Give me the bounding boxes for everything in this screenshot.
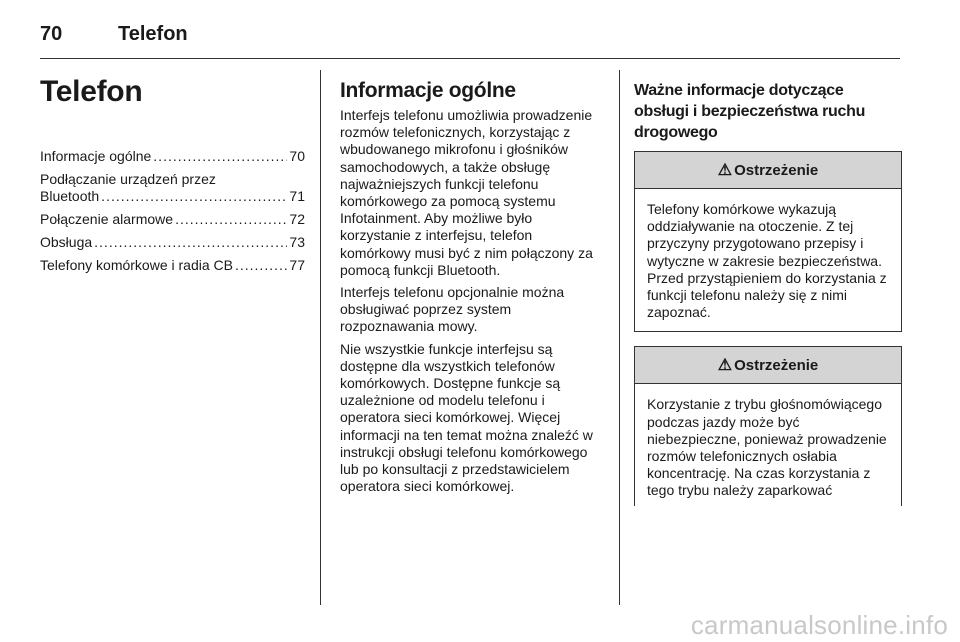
toc-leader-dots — [235, 257, 287, 274]
warning-header — [635, 347, 901, 384]
watermark: carmanualsonline.info — [690, 610, 948, 640]
toc-entry-label: Bluetooth — [40, 188, 100, 204]
chapter-title: Telefon — [40, 75, 143, 108]
warning-heading: Ostrzeżenie — [734, 356, 819, 374]
section-title: Informacje ogólne — [340, 79, 516, 102]
toc-entry-label: Obsługa — [40, 234, 93, 250]
toc-leader-dots — [101, 188, 287, 205]
toc-leader-dots — [175, 211, 287, 228]
toc-entry[interactable] — [40, 148, 305, 165]
warning-triangle-icon: ⚠ — [717, 357, 733, 375]
toc-entry-page: 72 — [289, 211, 305, 227]
toc-entry[interactable] — [40, 257, 305, 274]
toc-entry-page: 73 — [289, 234, 305, 250]
running-title: Telefon — [118, 22, 188, 45]
toc-entry-label: Informacje ogólne — [40, 148, 152, 164]
toc-entry[interactable] — [40, 171, 305, 205]
toc-entry-label: Telefony komórkowe i radia CB — [40, 257, 233, 273]
toc-entry-label: Podłączanie urządzeń przez — [40, 171, 216, 187]
toc-entry-page: 71 — [289, 188, 305, 204]
page-number: 70 — [40, 22, 63, 45]
warning-heading: Ostrzeżenie — [734, 161, 819, 179]
general-info-column — [340, 70, 605, 500]
body-paragraph: Interfejs telefonu umożliwia prowadzenie rozmów telefonicznych, korzystając z wbudowanego mikrofonu i głośników samochodowych, a także obsługę najważniejszych funkcji telefonu komórkowego za pomocą systemu Infotainment. Aby możliwe było korzystanie z interfejsu, telefon komórkowy musi być z nim połączony za pomocą funkcji Bluetooth. — [340, 107, 593, 278]
toc-entry-page: 77 — [289, 257, 305, 273]
safety-column — [634, 70, 902, 520]
body-paragraph: Interfejs telefonu opcjonalnie można obsługiwać poprzez system rozpoznawania mowy. — [340, 284, 565, 335]
warning-text: Korzystanie z trybu głośnomówiącego podczas jazdy może być niebezpieczne, ponieważ prowadzenie rozmów telefonicznych osłabia koncentrację. Na czas korzystania z tego trybu należy zaparkować — [634, 384, 902, 505]
warning-triangle-icon: ⚠ — [717, 162, 733, 179]
warning-header — [635, 152, 901, 189]
toc-entry-label: Połączenie alarmowe — [40, 211, 174, 227]
header-divider — [40, 58, 900, 59]
toc-entry[interactable] — [40, 234, 305, 251]
toc-entry-page: 70 — [289, 148, 305, 164]
toc-leader-dots — [94, 234, 287, 251]
toc-leader-dots — [153, 148, 287, 165]
warning-box — [634, 346, 902, 505]
body-paragraph: Nie wszystkie funkcje interfejsu są dostępne dla wszystkich telefonów komórkowych. Dostępne funkcje są uzależnione od modelu telefonu i operatora sieci komórkowej. Więcej informacji na ten temat można znaleźć w instrukcji obsługi telefonu komórkowego lub po konsultacji z przedstawicielem operatora sieci komórkowej. — [340, 340, 593, 495]
toc-column — [40, 70, 305, 280]
column-divider — [320, 70, 321, 605]
section-title: Ważne informacje dotyczące obsługi i bezpieczeństwa ruchu drogowego — [634, 82, 866, 141]
column-divider — [619, 70, 620, 605]
page-header — [40, 18, 188, 50]
warning-text: Telefony komórkowe wykazują oddziaływanie na otoczenie. Z tej przyczyny przygotowano przepisy i wytyczne w zakresie bezpieczeństwa. Przed przystąpieniem do korzystania z funkcji telefonu należy się z nimi zapoznać. — [647, 201, 887, 321]
warning-box — [634, 151, 902, 332]
toc-entry[interactable] — [40, 211, 305, 228]
